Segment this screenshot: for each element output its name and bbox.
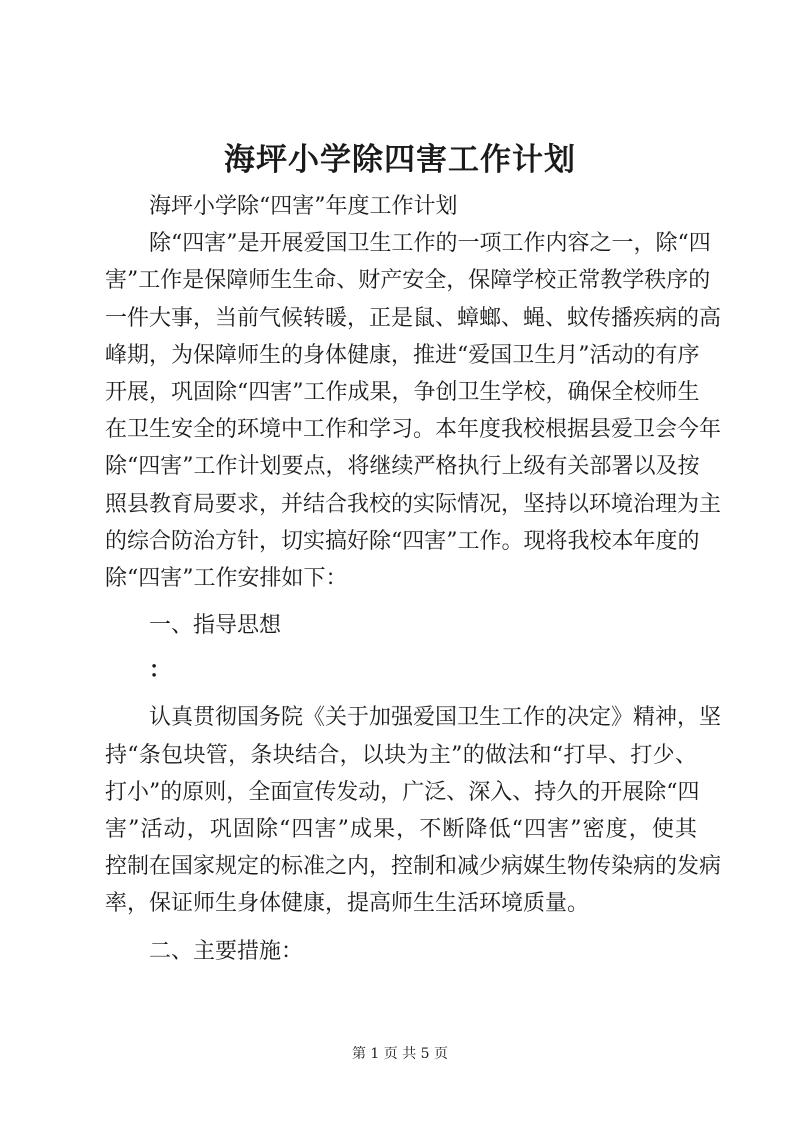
document-title: 海坪小学除四害工作计划 [224, 142, 576, 178]
section1-line: 控制在国家规定的标准之内，控制和减少病媒生物传染病的发病 [105, 854, 722, 880]
section1-line: 打小”的原则，全面宣传发动，广泛、深入、持久的开展除“四 [105, 779, 700, 805]
intro-line: 开展，巩固除“四害”工作成果，争创卫生学校，确保全校师生 [105, 379, 700, 405]
section1-line: 认真贯彻国务院《关于加强爱国卫生工作的决定》精神，坚 [149, 705, 722, 731]
section-heading-guiding-thought: 一、指导思想 [149, 613, 282, 639]
page-indicator: 第 1 页 共 5 页 [351, 1046, 449, 1062]
intro-line: 照县教育局要求，并结合我校的实际情况，坚持以环境治理为主 [105, 491, 722, 517]
intro-line: 除“四害”工作计划要点，将继续严格执行上级有关部署以及按 [105, 454, 700, 480]
section1-line: 率，保证师生身体健康，提高师生生活环境质量。 [105, 891, 590, 917]
intro-line: 的综合防治方针，切实搞好除“四害”工作。现将我校本年度的 [105, 528, 700, 554]
section-colon: ： [149, 657, 172, 684]
intro-line: 峰期，为保障师生的身体健康，推进“爱国卫生月”活动的有序 [105, 342, 700, 368]
document-subtitle: 海坪小学除“四害”年度工作计划 [149, 194, 458, 219]
intro-line: 除“四害”工作安排如下： [105, 565, 348, 591]
intro-line: 一件大事，当前气候转暖，正是鼠、蟑螂、蝇、蚊传播疾病的高 [105, 305, 722, 331]
intro-line: 在卫生安全的环境中工作和学习。本年度我校根据县爱卫会今年 [105, 417, 722, 443]
intro-line: 除“四害”是开展爱国卫生工作的一项工作内容之一，除“四 [149, 231, 711, 257]
intro-line: 害”工作是保障师生生命、财产安全，保障学校正常教学秩序的 [105, 268, 711, 294]
section-heading-main-measures: 二、主要措施： [149, 938, 304, 964]
section1-line: 持“条包块管，条块结合，以块为主”的做法和“打早、打少、 [105, 742, 697, 768]
document-body [105, 188, 722, 970]
section1-line: 害”活动，巩固除“四害”成果，不断降低“四害”密度，使其 [105, 817, 697, 842]
